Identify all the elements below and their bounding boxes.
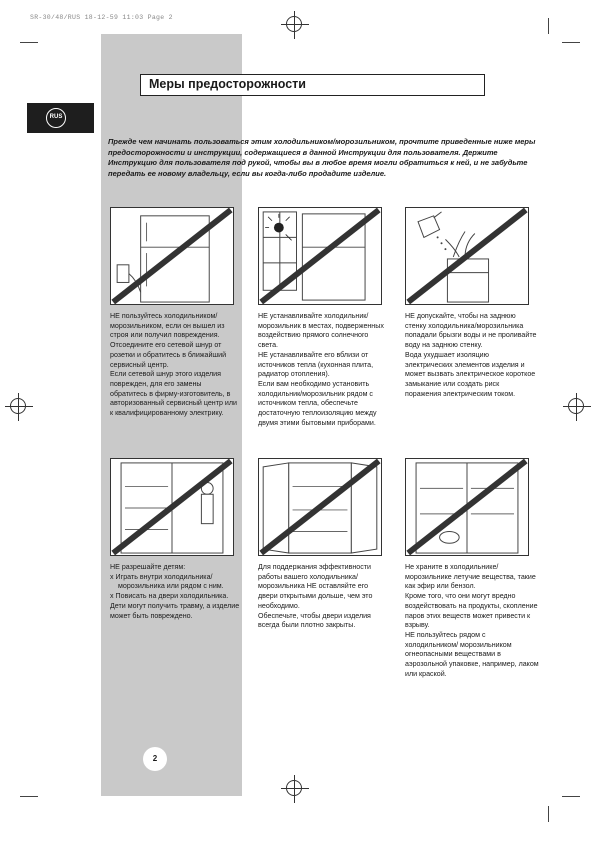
precaution-text-2 [258,312,388,428]
illustration-damaged-fridge [110,207,234,305]
list-item-text: Повисать на двери холодильника. [115,592,229,601]
crop-mark [548,18,549,34]
bullet: x [110,572,114,581]
illustration-sunlight [258,207,382,305]
page-number: 2 [143,747,167,771]
registration-mark [286,780,302,796]
registration-mark [568,398,584,414]
text-line: Не храните в холодильнике/морозильнике летучие вещества, такие как эфир или бензол. [405,563,536,591]
text-heading: НЕ разрешайте детям: [110,563,186,571]
print-header: SR-30/48/RUS 18-12-59 11:03 Page 2 [30,14,173,21]
precaution-text-6 [405,563,539,679]
crop-mark [20,796,38,797]
text-line: Если сетевой шнур этого изделия поврежден, для его замены обратитесь в фирму-изготовитель, в авторизованный сервисный центр или к квалифицированному электрику. [110,370,237,418]
precaution-text-1 [110,312,240,419]
registration-mark [10,398,26,414]
crop-mark [20,42,38,43]
text-line: Дети могут получить травму, а изделие может быть повреждено. [110,601,240,620]
text-line: Если вам необходимо установить холодильник/морозильник рядом с источником тепла, обеспечьте достаточную теплоизоляцию между двумя этими бытовыми приборами. [258,379,377,427]
illustration-volatile-substances [405,458,529,556]
text-line: Вода ухудшает изоляцию электрических элементов изделия и может вызвать электрическое короткое замыкание или создать риск поражения электрическим током. [405,350,536,398]
crop-mark [548,806,549,822]
text-line: Обеспечьте, чтобы двери изделия всегда были плотно закрыты. [258,611,371,630]
text-line: Для поддержания эффективности работы вашего холодильника/ морозильника НЕ оставляйте его двери открытыми дольше, чем это необходимо. [258,563,373,610]
precaution-text-4 [110,563,240,621]
illustration-children [110,458,234,556]
page-title: Меры предосторожности [140,74,485,96]
illustration-open-doors [258,458,382,556]
list-item-text: Играть внутри холодильника/морозильника или рядом с ним. [115,572,224,591]
crop-mark [562,796,580,797]
illustration-water-splash [405,207,529,305]
text-line: НЕ пользуйтесь холодильником/морозильником, если он вышел из строя или получил повреждения. [110,312,225,340]
list-item [110,592,240,602]
intro-text: Прежде чем начинать пользоваться этим холодильником/морозильником, прочтите приведенные ниже меры предосторожности и инструкции, содержащиеся в данной Инструкции для пользователя. Держите Инструкцию для пользователя под рукой, чтобы вы в любое время могли обратиться к ней, и не забудьте передать ее новому владельцу, если вы когда-либо продадите изделие. [108,137,536,178]
text-line: НЕ устанавливайте холодильник/морозильник в местах, подверженных воздействию прямого солнечного света. [258,312,384,350]
precaution-text-5 [258,563,388,631]
crop-mark [562,42,580,43]
text-line: НЕ допускайте, чтобы на заднюю стенку холодильника/морозильника попадали брызги воды и не проливайте воду на заднюю стенку. [405,312,537,350]
text-line: НЕ устанавливайте его вблизи от источников тепла (кухонная плита, радиатор отопления). [258,350,374,379]
bullet: x [110,592,114,601]
text-line: Кроме того, что они могут вредно воздействовать на продукты, скопление паров этих веществ может привести к взрыву. [405,592,538,630]
list-item [110,573,240,592]
text-line: Отсоедините его сетевой шнур от розетки и обратитесь в ближайший сервисный центр. [110,341,227,369]
registration-mark [286,16,302,32]
text-line: НЕ пользуйтесь рядом с холодильником/ морозильником огнеопасными веществами в аэрозольной упаковке, например, лаком или краской. [405,630,539,678]
precaution-text-3 [405,312,537,399]
language-badge: RUS [46,108,66,128]
